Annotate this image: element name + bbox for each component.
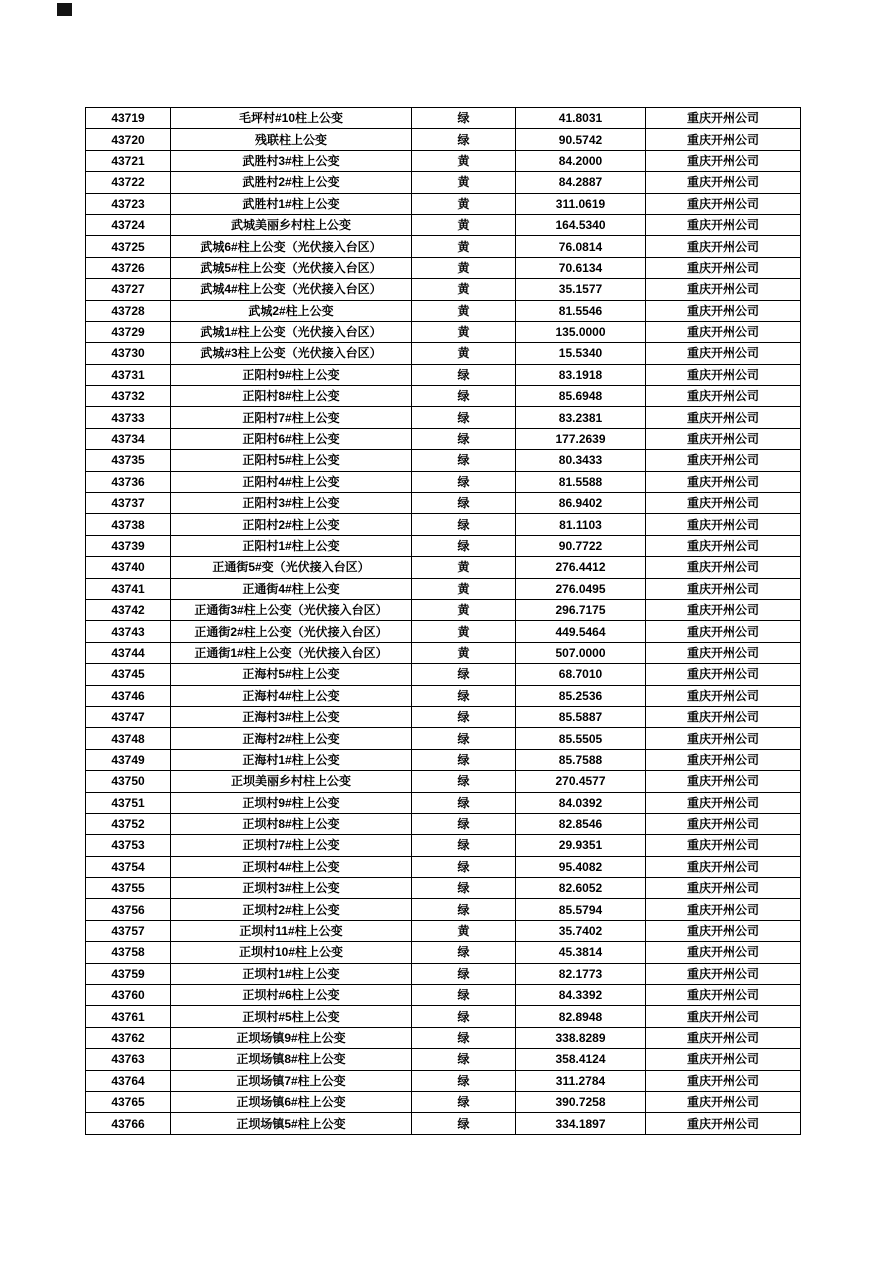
row-id: 43766 — [86, 1113, 171, 1134]
company-name: 重庆开州公司 — [646, 193, 801, 214]
row-id: 43731 — [86, 364, 171, 385]
table-row — [86, 1070, 801, 1091]
transformer-name: 正海村1#柱上公变 — [171, 749, 412, 770]
table-row — [86, 300, 801, 321]
status-color: 绿 — [412, 1006, 516, 1027]
company-name: 重庆开州公司 — [646, 214, 801, 235]
capacity-value: 84.2887 — [516, 172, 646, 193]
transformer-name: 正阳村3#柱上公变 — [171, 493, 412, 514]
transformer-name: 正海村3#柱上公变 — [171, 706, 412, 727]
capacity-value: 84.3392 — [516, 985, 646, 1006]
table-row — [86, 642, 801, 663]
company-name: 重庆开州公司 — [646, 664, 801, 685]
row-id: 43738 — [86, 514, 171, 535]
row-id: 43723 — [86, 193, 171, 214]
table-row — [86, 685, 801, 706]
company-name: 重庆开州公司 — [646, 856, 801, 877]
capacity-value: 84.0392 — [516, 792, 646, 813]
capacity-value: 76.0814 — [516, 236, 646, 257]
company-name: 重庆开州公司 — [646, 578, 801, 599]
capacity-value: 86.9402 — [516, 493, 646, 514]
row-id: 43764 — [86, 1070, 171, 1091]
status-color: 黄 — [412, 279, 516, 300]
table-row — [86, 193, 801, 214]
company-name: 重庆开州公司 — [646, 386, 801, 407]
transformer-name: 正海村4#柱上公变 — [171, 685, 412, 706]
transformer-name: 正坝村3#柱上公变 — [171, 878, 412, 899]
company-name: 重庆开州公司 — [646, 942, 801, 963]
transformer-name: 正坝村1#柱上公变 — [171, 963, 412, 984]
transformer-name: 正坝村4#柱上公变 — [171, 856, 412, 877]
capacity-value: 276.4412 — [516, 557, 646, 578]
transformer-name: 武城4#柱上公变（光伏接入台区） — [171, 279, 412, 300]
status-color: 绿 — [412, 749, 516, 770]
table-row — [86, 557, 801, 578]
company-name: 重庆开州公司 — [646, 514, 801, 535]
row-id: 43754 — [86, 856, 171, 877]
status-color: 绿 — [412, 450, 516, 471]
table-row — [86, 749, 801, 770]
row-id: 43752 — [86, 813, 171, 834]
company-name: 重庆开州公司 — [646, 236, 801, 257]
transformer-name: 正通街1#柱上公变（光伏接入台区） — [171, 642, 412, 663]
capacity-value: 35.7402 — [516, 920, 646, 941]
transformer-name: 武城2#柱上公变 — [171, 300, 412, 321]
status-color: 绿 — [412, 1027, 516, 1048]
company-name: 重庆开州公司 — [646, 407, 801, 428]
row-id: 43728 — [86, 300, 171, 321]
company-name: 重庆开州公司 — [646, 108, 801, 129]
company-name: 重庆开州公司 — [646, 642, 801, 663]
status-color: 黄 — [412, 599, 516, 620]
capacity-value: 90.7722 — [516, 535, 646, 556]
status-color: 黄 — [412, 172, 516, 193]
row-id: 43722 — [86, 172, 171, 193]
status-color: 绿 — [412, 985, 516, 1006]
row-id: 43732 — [86, 386, 171, 407]
company-name: 重庆开州公司 — [646, 364, 801, 385]
table-row — [86, 1027, 801, 1048]
table-row — [86, 621, 801, 642]
transformer-name: 正坝村7#柱上公变 — [171, 835, 412, 856]
transformer-name: 正坝村#5柱上公变 — [171, 1006, 412, 1027]
status-color: 黄 — [412, 321, 516, 342]
transformer-name: 武胜村1#柱上公变 — [171, 193, 412, 214]
company-name: 重庆开州公司 — [646, 771, 801, 792]
row-id: 43757 — [86, 920, 171, 941]
row-id: 43734 — [86, 428, 171, 449]
table-row — [86, 471, 801, 492]
transformer-name: 正海村5#柱上公变 — [171, 664, 412, 685]
transformer-name: 正坝场镇5#柱上公变 — [171, 1113, 412, 1134]
transformer-name: 正通街3#柱上公变（光伏接入台区） — [171, 599, 412, 620]
transformer-table-container — [85, 107, 801, 1135]
capacity-value: 15.5340 — [516, 343, 646, 364]
table-row — [86, 963, 801, 984]
status-color: 绿 — [412, 792, 516, 813]
capacity-value: 358.4124 — [516, 1049, 646, 1070]
table-row — [86, 407, 801, 428]
table-row — [86, 728, 801, 749]
table-row — [86, 364, 801, 385]
status-color: 绿 — [412, 428, 516, 449]
company-name: 重庆开州公司 — [646, 343, 801, 364]
capacity-value: 83.1918 — [516, 364, 646, 385]
table-row — [86, 386, 801, 407]
status-color: 黄 — [412, 343, 516, 364]
status-color: 黄 — [412, 257, 516, 278]
row-id: 43719 — [86, 108, 171, 129]
status-color: 绿 — [412, 963, 516, 984]
row-id: 43758 — [86, 942, 171, 963]
status-color: 绿 — [412, 1049, 516, 1070]
row-id: 43743 — [86, 621, 171, 642]
status-color: 绿 — [412, 856, 516, 877]
table-row — [86, 578, 801, 599]
table-row — [86, 343, 801, 364]
status-color: 绿 — [412, 514, 516, 535]
row-id: 43736 — [86, 471, 171, 492]
company-name: 重庆开州公司 — [646, 878, 801, 899]
status-color: 绿 — [412, 1091, 516, 1112]
table-row — [86, 1006, 801, 1027]
row-id: 43725 — [86, 236, 171, 257]
company-name: 重庆开州公司 — [646, 792, 801, 813]
row-id: 43750 — [86, 771, 171, 792]
capacity-value: 80.3433 — [516, 450, 646, 471]
status-color: 绿 — [412, 471, 516, 492]
table-row — [86, 428, 801, 449]
capacity-value: 83.2381 — [516, 407, 646, 428]
status-color: 绿 — [412, 685, 516, 706]
capacity-value: 85.6948 — [516, 386, 646, 407]
capacity-value: 82.6052 — [516, 878, 646, 899]
capacity-value: 81.1103 — [516, 514, 646, 535]
transformer-name: 正阳村4#柱上公变 — [171, 471, 412, 492]
transformer-name: 武城美丽乡村柱上公变 — [171, 214, 412, 235]
table-row — [86, 257, 801, 278]
table-row — [86, 150, 801, 171]
table-row — [86, 108, 801, 129]
capacity-value: 390.7258 — [516, 1091, 646, 1112]
row-id: 43746 — [86, 685, 171, 706]
transformer-name: 正阳村1#柱上公变 — [171, 535, 412, 556]
capacity-value: 296.7175 — [516, 599, 646, 620]
status-color: 黄 — [412, 236, 516, 257]
capacity-value: 82.1773 — [516, 963, 646, 984]
transformer-name: 毛坪村#10柱上公变 — [171, 108, 412, 129]
row-id: 43748 — [86, 728, 171, 749]
company-name: 重庆开州公司 — [646, 920, 801, 941]
capacity-value: 82.8546 — [516, 813, 646, 834]
row-id: 43739 — [86, 535, 171, 556]
capacity-value: 177.2639 — [516, 428, 646, 449]
row-id: 43761 — [86, 1006, 171, 1027]
row-id: 43759 — [86, 963, 171, 984]
capacity-value: 41.8031 — [516, 108, 646, 129]
row-id: 43730 — [86, 343, 171, 364]
capacity-value: 135.0000 — [516, 321, 646, 342]
table-row — [86, 236, 801, 257]
row-id: 43762 — [86, 1027, 171, 1048]
capacity-value: 82.8948 — [516, 1006, 646, 1027]
row-id: 43737 — [86, 493, 171, 514]
row-id: 43721 — [86, 150, 171, 171]
row-id: 43756 — [86, 899, 171, 920]
transformer-name: 正阳村9#柱上公变 — [171, 364, 412, 385]
transformer-name: 武城#3柱上公变（光伏接入台区） — [171, 343, 412, 364]
capacity-value: 45.3814 — [516, 942, 646, 963]
row-id: 43742 — [86, 599, 171, 620]
row-id: 43729 — [86, 321, 171, 342]
company-name: 重庆开州公司 — [646, 535, 801, 556]
row-id: 43740 — [86, 557, 171, 578]
table-row — [86, 1091, 801, 1112]
capacity-value: 84.2000 — [516, 150, 646, 171]
row-id: 43745 — [86, 664, 171, 685]
company-name: 重庆开州公司 — [646, 428, 801, 449]
capacity-value: 81.5588 — [516, 471, 646, 492]
capacity-value: 334.1897 — [516, 1113, 646, 1134]
table-row — [86, 985, 801, 1006]
status-color: 绿 — [412, 706, 516, 727]
table-row — [86, 942, 801, 963]
company-name: 重庆开州公司 — [646, 706, 801, 727]
capacity-value: 68.7010 — [516, 664, 646, 685]
status-color: 黄 — [412, 621, 516, 642]
transformer-name: 正通街4#柱上公变 — [171, 578, 412, 599]
table-row — [86, 706, 801, 727]
company-name: 重庆开州公司 — [646, 985, 801, 1006]
status-color: 黄 — [412, 557, 516, 578]
transformer-name: 正坝场镇8#柱上公变 — [171, 1049, 412, 1070]
status-color: 绿 — [412, 108, 516, 129]
transformer-name: 正阳村5#柱上公变 — [171, 450, 412, 471]
company-name: 重庆开州公司 — [646, 257, 801, 278]
table-row — [86, 214, 801, 235]
transformer-table — [85, 107, 801, 1135]
company-name: 重庆开州公司 — [646, 813, 801, 834]
status-color: 绿 — [412, 813, 516, 834]
capacity-value: 70.6134 — [516, 257, 646, 278]
status-color: 绿 — [412, 386, 516, 407]
status-color: 绿 — [412, 129, 516, 150]
table-row — [86, 792, 801, 813]
company-name: 重庆开州公司 — [646, 1049, 801, 1070]
transformer-name: 正阳村2#柱上公变 — [171, 514, 412, 535]
transformer-name: 正通街2#柱上公变（光伏接入台区） — [171, 621, 412, 642]
transformer-name: 残联柱上公变 — [171, 129, 412, 150]
row-id: 43733 — [86, 407, 171, 428]
capacity-value: 85.7588 — [516, 749, 646, 770]
transformer-name: 正坝村10#柱上公变 — [171, 942, 412, 963]
transformer-name: 正通街5#变（光伏接入台区） — [171, 557, 412, 578]
capacity-value: 85.5887 — [516, 706, 646, 727]
status-color: 绿 — [412, 899, 516, 920]
status-color: 绿 — [412, 771, 516, 792]
transformer-name: 武城5#柱上公变（光伏接入台区） — [171, 257, 412, 278]
table-row — [86, 856, 801, 877]
capacity-value: 95.4082 — [516, 856, 646, 877]
table-row — [86, 535, 801, 556]
table-row — [86, 878, 801, 899]
company-name: 重庆开州公司 — [646, 129, 801, 150]
row-id: 43751 — [86, 792, 171, 813]
transformer-table-body — [86, 108, 801, 1135]
transformer-name: 正坝场镇6#柱上公变 — [171, 1091, 412, 1112]
transformer-name: 正坝村2#柱上公变 — [171, 899, 412, 920]
transformer-name: 正坝村8#柱上公变 — [171, 813, 412, 834]
status-color: 黄 — [412, 920, 516, 941]
transformer-name: 武城6#柱上公变（光伏接入台区） — [171, 236, 412, 257]
status-color: 黄 — [412, 193, 516, 214]
company-name: 重庆开州公司 — [646, 150, 801, 171]
capacity-value: 85.2536 — [516, 685, 646, 706]
transformer-name: 正阳村7#柱上公变 — [171, 407, 412, 428]
company-name: 重庆开州公司 — [646, 493, 801, 514]
status-color: 绿 — [412, 878, 516, 899]
transformer-name: 正坝场镇7#柱上公变 — [171, 1070, 412, 1091]
transformer-name: 武胜村2#柱上公变 — [171, 172, 412, 193]
table-row — [86, 493, 801, 514]
status-color: 绿 — [412, 664, 516, 685]
table-row — [86, 279, 801, 300]
row-id: 43749 — [86, 749, 171, 770]
status-color: 绿 — [412, 493, 516, 514]
company-name: 重庆开州公司 — [646, 599, 801, 620]
company-name: 重庆开州公司 — [646, 728, 801, 749]
capacity-value: 90.5742 — [516, 129, 646, 150]
row-id: 43735 — [86, 450, 171, 471]
table-row — [86, 835, 801, 856]
status-color: 绿 — [412, 535, 516, 556]
capacity-value: 270.4577 — [516, 771, 646, 792]
table-row — [86, 1113, 801, 1134]
status-color: 绿 — [412, 1070, 516, 1091]
table-row — [86, 664, 801, 685]
company-name: 重庆开州公司 — [646, 963, 801, 984]
capacity-value: 29.9351 — [516, 835, 646, 856]
row-id: 43744 — [86, 642, 171, 663]
transformer-name: 正坝村11#柱上公变 — [171, 920, 412, 941]
transformer-name: 正海村2#柱上公变 — [171, 728, 412, 749]
company-name: 重庆开州公司 — [646, 1006, 801, 1027]
company-name: 重庆开州公司 — [646, 621, 801, 642]
capacity-value: 85.5794 — [516, 899, 646, 920]
capacity-value: 35.1577 — [516, 279, 646, 300]
table-row — [86, 813, 801, 834]
company-name: 重庆开州公司 — [646, 1091, 801, 1112]
company-name: 重庆开州公司 — [646, 471, 801, 492]
row-id: 43763 — [86, 1049, 171, 1070]
transformer-name: 武城1#柱上公变（光伏接入台区） — [171, 321, 412, 342]
status-color: 黄 — [412, 578, 516, 599]
company-name: 重庆开州公司 — [646, 279, 801, 300]
table-row — [86, 172, 801, 193]
company-name: 重庆开州公司 — [646, 1027, 801, 1048]
capacity-value: 338.8289 — [516, 1027, 646, 1048]
table-row — [86, 129, 801, 150]
status-color: 黄 — [412, 642, 516, 663]
transformer-name: 正坝村9#柱上公变 — [171, 792, 412, 813]
company-name: 重庆开州公司 — [646, 557, 801, 578]
capacity-value: 311.0619 — [516, 193, 646, 214]
capacity-value: 81.5546 — [516, 300, 646, 321]
transformer-name: 正阳村6#柱上公变 — [171, 428, 412, 449]
company-name: 重庆开州公司 — [646, 321, 801, 342]
status-color: 黄 — [412, 300, 516, 321]
table-row — [86, 899, 801, 920]
status-color: 绿 — [412, 835, 516, 856]
table-row — [86, 599, 801, 620]
company-name: 重庆开州公司 — [646, 685, 801, 706]
status-color: 黄 — [412, 214, 516, 235]
table-row — [86, 920, 801, 941]
transformer-name: 正阳村8#柱上公变 — [171, 386, 412, 407]
table-row — [86, 450, 801, 471]
table-row — [86, 321, 801, 342]
company-name: 重庆开州公司 — [646, 1113, 801, 1134]
capacity-value: 164.5340 — [516, 214, 646, 235]
capacity-value: 276.0495 — [516, 578, 646, 599]
status-color: 绿 — [412, 407, 516, 428]
transformer-name: 正坝美丽乡村柱上公变 — [171, 771, 412, 792]
status-color: 绿 — [412, 1113, 516, 1134]
transformer-name: 正坝村#6柱上公变 — [171, 985, 412, 1006]
table-row — [86, 514, 801, 535]
row-id: 43724 — [86, 214, 171, 235]
company-name: 重庆开州公司 — [646, 172, 801, 193]
table-row — [86, 1049, 801, 1070]
row-id: 43741 — [86, 578, 171, 599]
status-color: 黄 — [412, 150, 516, 171]
row-id: 43765 — [86, 1091, 171, 1112]
company-name: 重庆开州公司 — [646, 1070, 801, 1091]
row-id: 43753 — [86, 835, 171, 856]
company-name: 重庆开州公司 — [646, 450, 801, 471]
row-id: 43727 — [86, 279, 171, 300]
capacity-value: 449.5464 — [516, 621, 646, 642]
row-id: 43755 — [86, 878, 171, 899]
transformer-name: 正坝场镇9#柱上公变 — [171, 1027, 412, 1048]
table-row — [86, 771, 801, 792]
company-name: 重庆开州公司 — [646, 749, 801, 770]
company-name: 重庆开州公司 — [646, 835, 801, 856]
transformer-name: 武胜村3#柱上公变 — [171, 150, 412, 171]
status-color: 绿 — [412, 364, 516, 385]
row-id: 43747 — [86, 706, 171, 727]
previous-page-edge-artifact — [57, 3, 72, 16]
status-color: 绿 — [412, 942, 516, 963]
row-id: 43726 — [86, 257, 171, 278]
row-id: 43720 — [86, 129, 171, 150]
capacity-value: 311.2784 — [516, 1070, 646, 1091]
status-color: 绿 — [412, 728, 516, 749]
capacity-value: 507.0000 — [516, 642, 646, 663]
company-name: 重庆开州公司 — [646, 300, 801, 321]
capacity-value: 85.5505 — [516, 728, 646, 749]
company-name: 重庆开州公司 — [646, 899, 801, 920]
row-id: 43760 — [86, 985, 171, 1006]
